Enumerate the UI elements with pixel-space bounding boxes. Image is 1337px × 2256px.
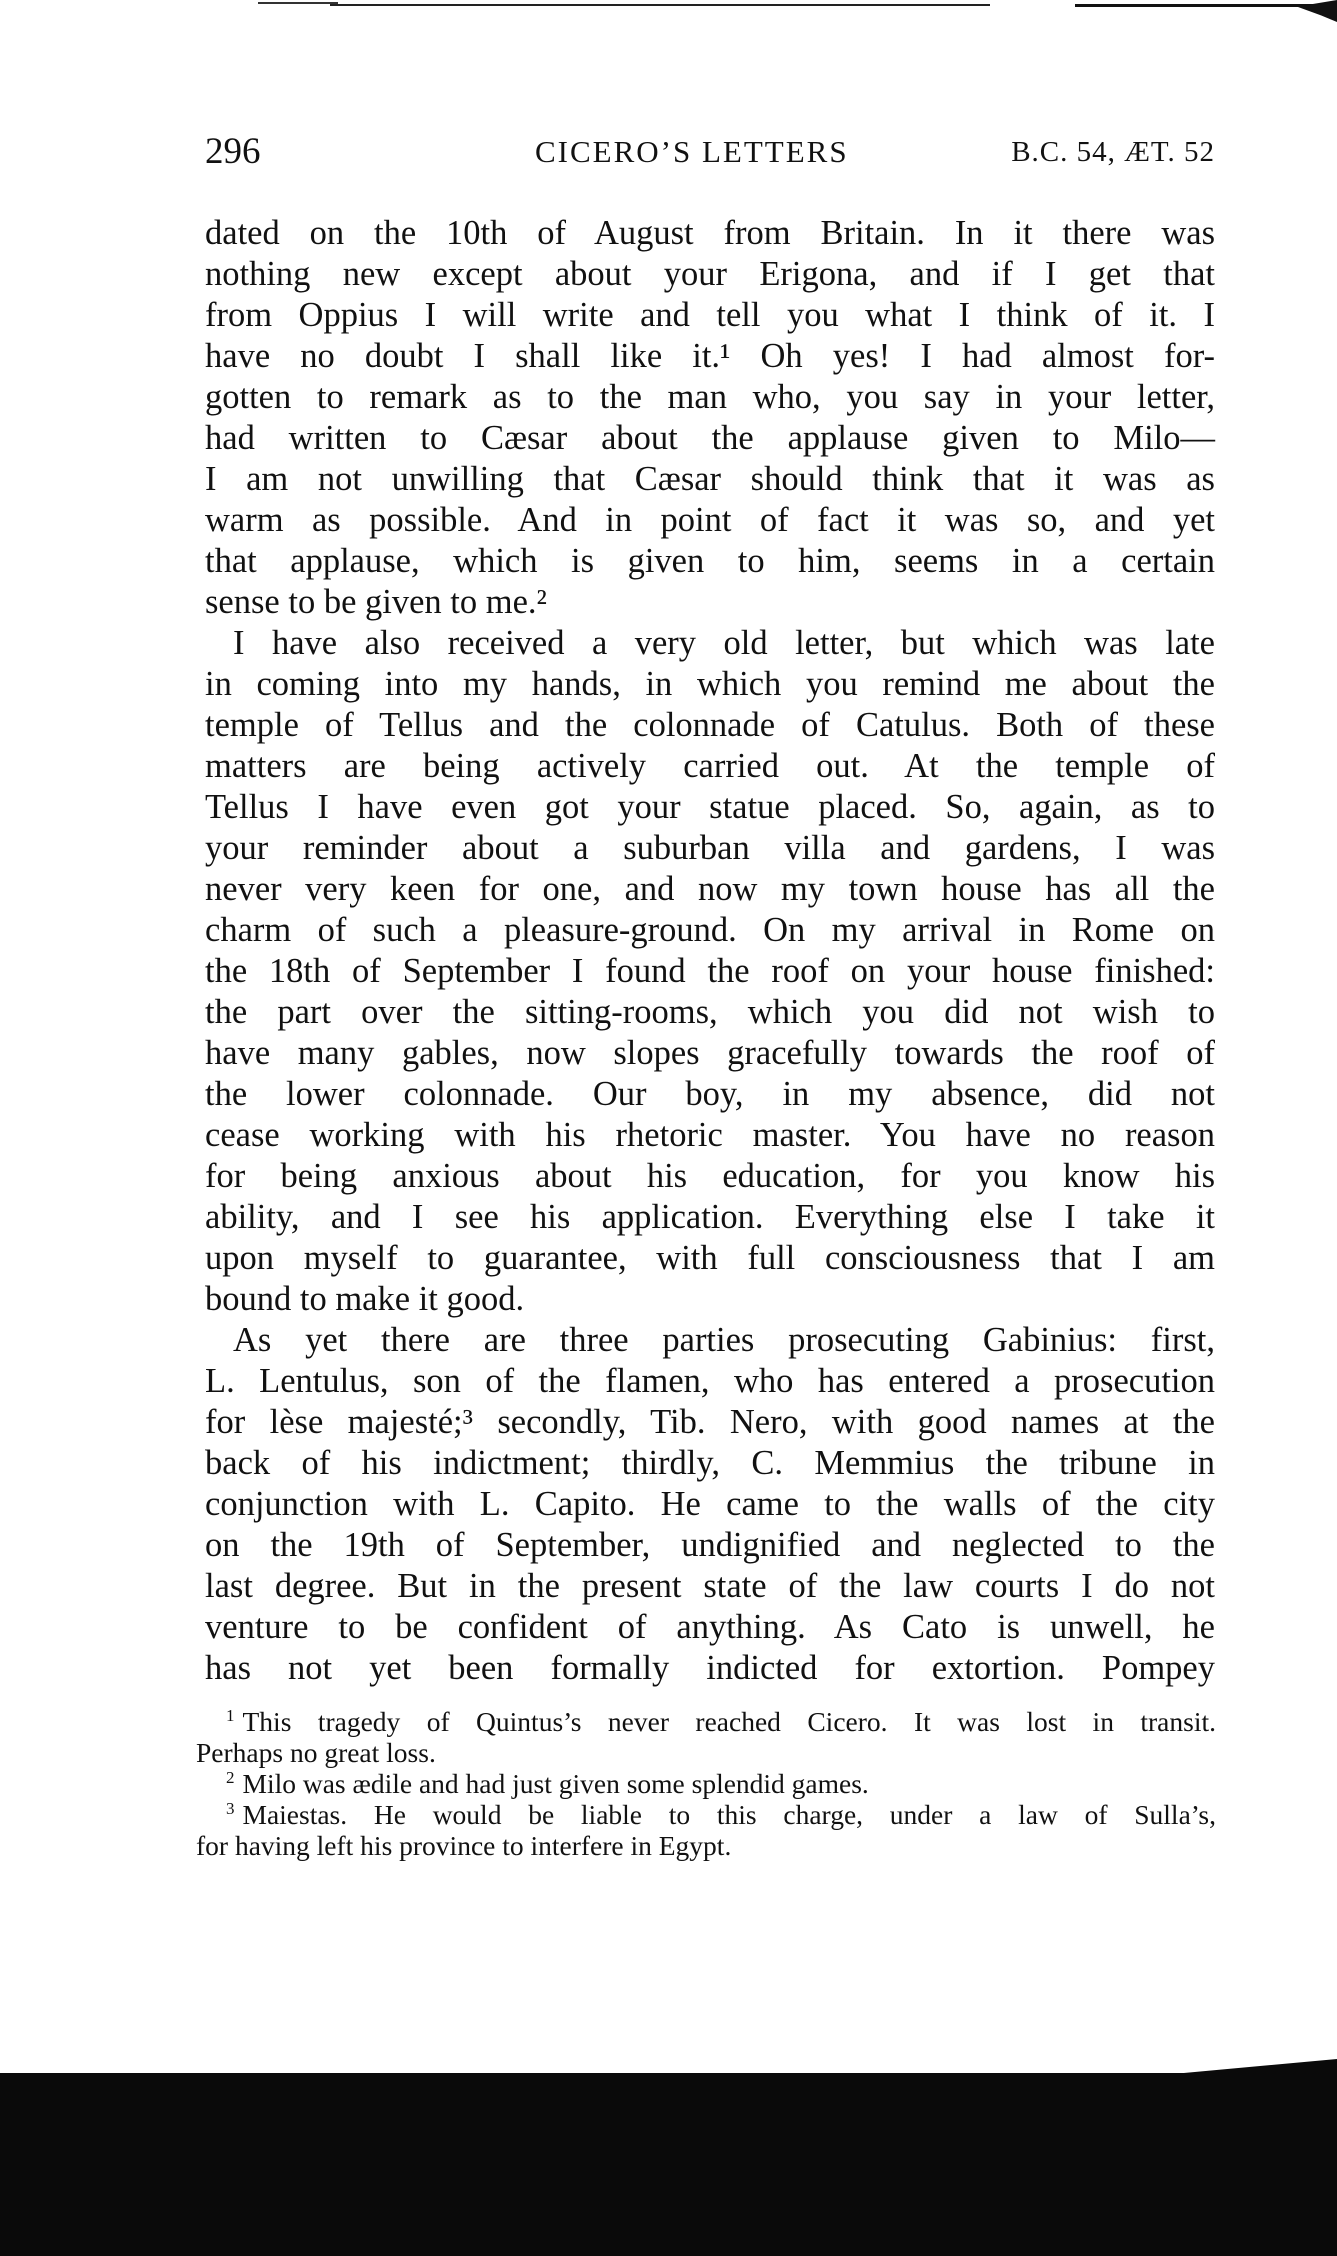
text-line: have many gables, now slopes gracefully towards the roof of [205, 1034, 1215, 1072]
text-line: sense to be given to me.² [205, 583, 547, 621]
page-header [205, 130, 1215, 180]
text-line: for lèse majesté;³ secondly, Tib. Nero, with good names at the [205, 1403, 1215, 1441]
text-line: your reminder about a suburban villa and gardens, I was [205, 829, 1215, 867]
text-line: on the 19th of September, undignified and neglected to the [205, 1526, 1215, 1564]
running-title: CICERO’S LETTERS [535, 134, 849, 169]
text-line: I have also received a very old letter, but which was late [233, 624, 1215, 662]
footnote-text: Milo was ædile and had just given some splendid games. [242, 1768, 869, 1799]
text-line: upon myself to guarantee, with full consciousness that I am [205, 1239, 1215, 1277]
text-line: As yet there are three parties prosecuting Gabinius: first, [233, 1321, 1215, 1359]
text-line: has not yet been formally indicted for extortion. Pompey [205, 1649, 1215, 1687]
text-line: have no doubt I shall like it.¹ Oh yes! I had almost for- [205, 337, 1215, 375]
body-text [205, 213, 1215, 1689]
text-line: last degree. But in the present state of the law courts I do not [205, 1567, 1215, 1605]
text-line: conjunction with L. Capito. He came to the walls of the city [205, 1485, 1215, 1523]
text-line: back of his indictment; thirdly, C. Memmius the tribune in [205, 1444, 1215, 1482]
footnote-1 [196, 1706, 1216, 1737]
text-line: from Oppius I will write and tell you what I think of it. I [205, 296, 1215, 334]
footnote-3 [196, 1799, 1216, 1830]
top-edge-rule [258, 2, 338, 4]
text-line: bound to make it good. [205, 1280, 525, 1318]
top-edge-rule [330, 4, 990, 6]
scan-dark-edge [0, 2073, 1337, 2256]
text-line: I am not unwilling that Cæsar should think that it was as [205, 460, 1215, 498]
text-line: L. Lentulus, son of the flamen, who has entered a prosecution [205, 1362, 1215, 1400]
text-line: nothing new except about your Erigona, and if I get that [205, 255, 1215, 293]
text-line: the part over the sitting-rooms, which you did not wish to [205, 993, 1215, 1031]
footnote-2 [196, 1768, 1216, 1799]
footnote-text: This tragedy of Quintus’s never reached Cicero. It was lost in transit. [242, 1706, 1216, 1737]
footnote-number: 2 [226, 1767, 235, 1787]
text-line: temple of Tellus and the colonnade of Catulus. Both of these [205, 706, 1215, 744]
footnote-number: 3 [226, 1798, 235, 1818]
text-line: had written to Cæsar about the applause given to Milo— [205, 419, 1215, 457]
footnote-text: Maiestas. He would be liable to this charge, under a law of Sulla’s, [242, 1799, 1216, 1830]
text-line: venture to be confident of anything. As Cato is unwell, he [205, 1608, 1215, 1646]
footnotes [196, 1706, 1216, 1861]
date-reference: B.C. 54, ÆT. 52 [1011, 136, 1215, 168]
page-fold-shadow [1127, 2059, 1337, 2083]
text-line: for being anxious about his education, for you know his [205, 1157, 1215, 1195]
text-line: cease working with his rhetoric master. You have no reason [205, 1116, 1215, 1154]
page-number: 296 [205, 131, 261, 172]
text-line: Tellus I have even got your statue placed. So, again, as to [205, 788, 1215, 826]
text-line: ability, and I see his application. Everything else I take it [205, 1198, 1215, 1236]
text-line: that applause, which is given to him, seems in a certain [205, 542, 1215, 580]
text-line: gotten to remark as to the man who, you say in your letter, [205, 378, 1215, 416]
text-line: the lower colonnade. Our boy, in my absence, did not [205, 1075, 1215, 1113]
text-line: dated on the 10th of August from Britain. In it there was [205, 214, 1215, 252]
footnote-3-continued: for having left his province to interfere in Egypt. [196, 1830, 732, 1861]
text-line: never very keen for one, and now my town house has all the [205, 870, 1215, 908]
footnote-1-continued: Perhaps no great loss. [196, 1737, 436, 1768]
text-line: in coming into my hands, in which you remind me about the [205, 665, 1215, 703]
text-line: the 18th of September I found the roof on your house finished: [205, 952, 1215, 990]
footnote-number: 1 [226, 1705, 235, 1725]
text-line: warm as possible. And in point of fact it was so, and yet [205, 501, 1215, 539]
text-line: charm of such a pleasure-ground. On my arrival in Rome on [205, 911, 1215, 949]
text-line: matters are being actively carried out. At the temple of [205, 747, 1215, 785]
